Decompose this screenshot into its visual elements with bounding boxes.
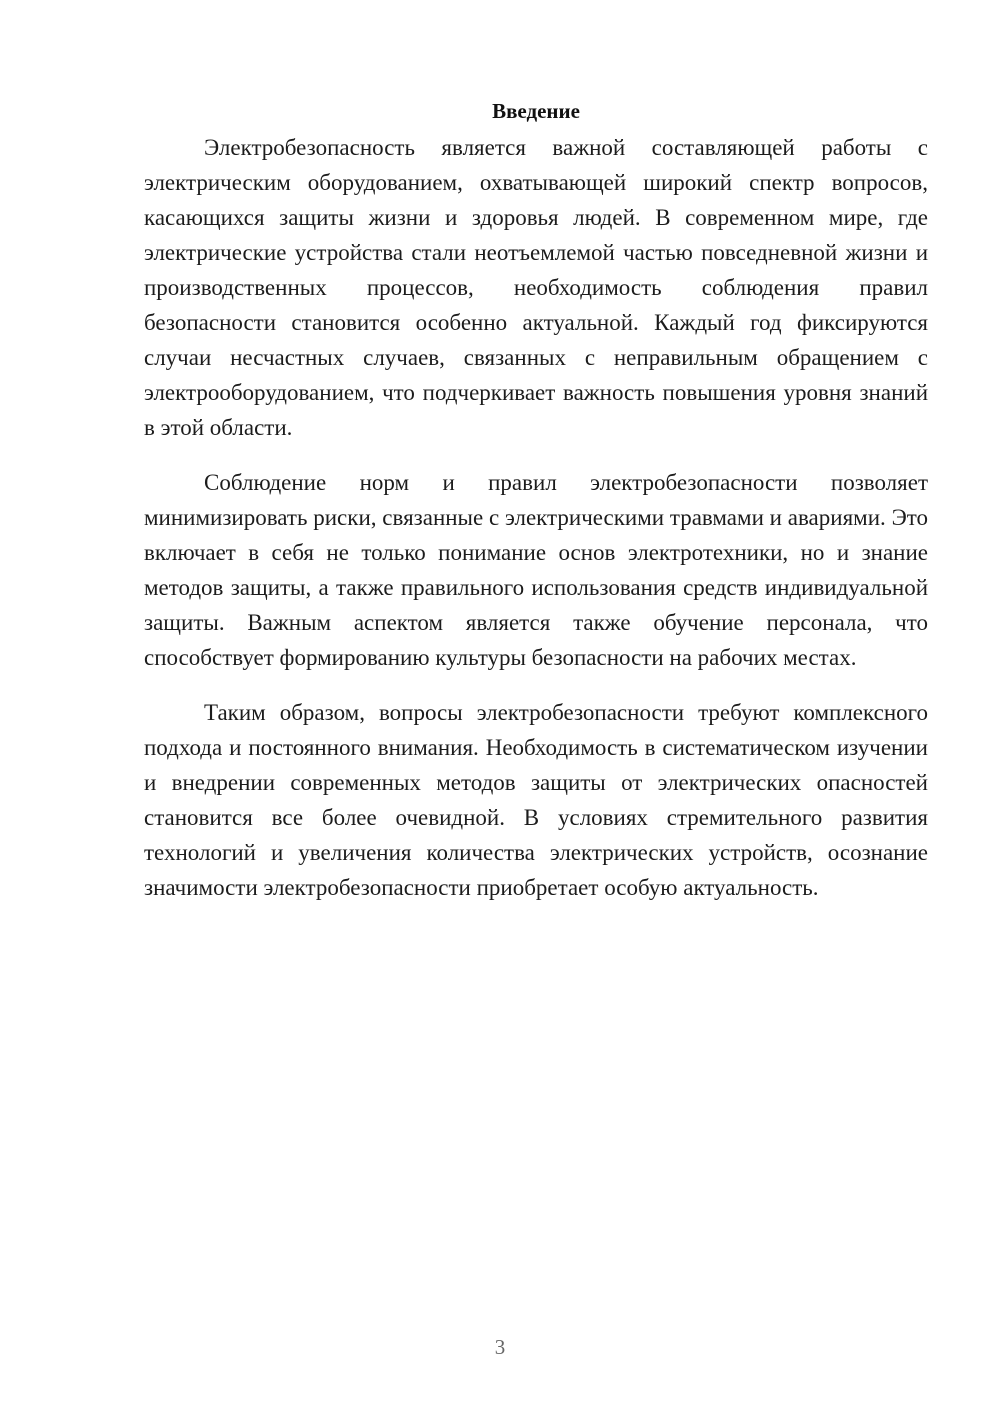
paragraph-2: Соблюдение норм и правил электробезопасности позволяет минимизировать риски, связанные с электрическими травмами и авариями. Это включает в себя не только понимание основ электротехники, но и знание методов защиты, а также правильного использования средств индивидуальной защиты. Важным аспектом является также обучение персонала, что способствует формированию культуры безопасности на рабочих местах. [144, 470, 928, 670]
page-number: 3 [494, 1335, 506, 1359]
section-heading: Введение [492, 99, 580, 123]
paragraph-1: Электробезопасность является важной составляющей работы с электрическим оборудованием, охватывающей широкий спектр вопросов, касающихся защиты жизни и здоровья людей. В современном мире, где электрические устройства стали неотъемлемой частью повседневной жизни и производственных процессов, необходимость соблюдения правил безопасности становится особенно актуальной. Каждый год фиксируются случаи несчастных случаев, связанных с неправильным обращением с электрооборудованием, что подчеркивает важность повышения уровня знаний в этой области. [144, 135, 928, 440]
paragraph-3: Таким образом, вопросы электробезопасности требуют комплексного подхода и постоянного внимания. Необходимость в систематическом изучении и внедрении современных методов защиты от электрических опасностей становится все более очевидной. В условиях стремительного развития технологий и увеличения количества электрических устройств, осознание значимости электробезопасности приобретает особую актуальность. [144, 700, 928, 900]
page-content [144, 96, 928, 925]
